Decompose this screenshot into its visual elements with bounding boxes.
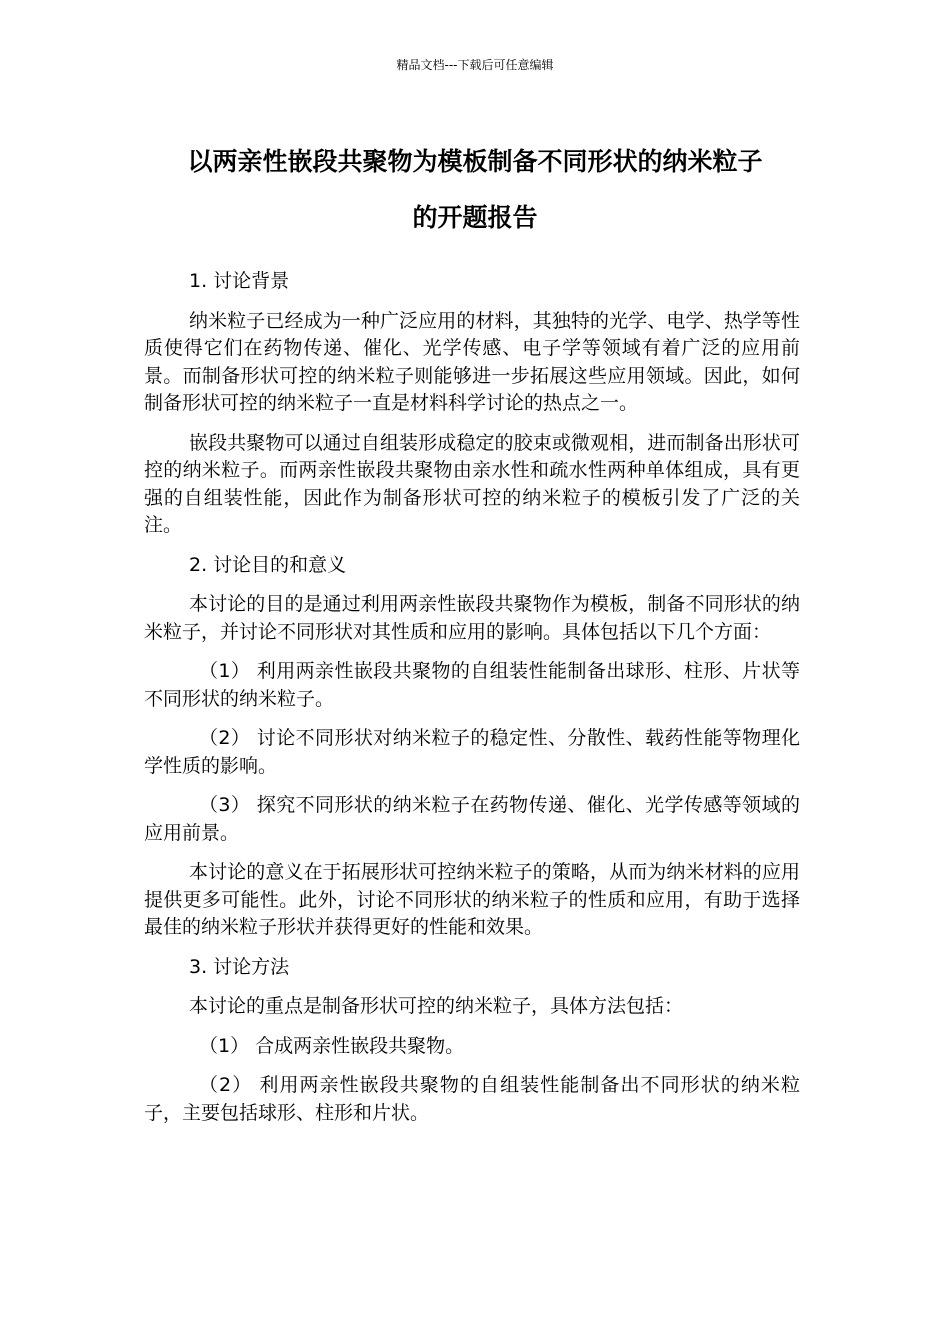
section-heading-background: 1. 讨论背景	[189, 270, 290, 292]
paragraph: 嵌段共聚物可以通过自组装形成稳定的胶束或微观相，进而制备出形状可控的纳米粒子。而两亲性嵌段共聚物由亲水性和疏水性两种单体组成，具有更强的自组装性能，因此作为制备形状可控的纳米粒子的模板引发了广泛的关注。	[144, 431, 800, 536]
document-title	[100, 134, 850, 246]
section-heading-purpose: 2. 讨论目的和意义	[189, 553, 347, 576]
title-line-2: 的开题报告	[412, 203, 538, 232]
title-line-1: 以两亲性嵌段共聚物为模板制备不同形状的纳米粒子	[187, 147, 763, 176]
list-item: （3） 探究不同形状的纳米粒子在药物传递、催化、光学传感等领域的应用前景。	[144, 794, 800, 844]
list-item: （2） 讨论不同形状对纳米粒子的稳定性、分散性、载药性能等物理化学性质的影响。	[144, 727, 800, 777]
page-header: 精品文档---下载后可任意编辑	[396, 58, 554, 72]
list-item: （1） 利用两亲性嵌段共聚物的自组装性能制备出球形、柱形、片状等不同形状的纳米粒子。	[144, 660, 800, 710]
paragraph: 本讨论的意义在于拓展形状可控纳米粒子的策略，从而为纳米材料的应用提供更多可能性。此外，讨论不同形状的纳米粒子的性质和应用，有助于选择最佳的纳米粒子形状并获得更好的性能和效果。	[144, 861, 800, 938]
list-item: （1） 合成两亲性嵌段共聚物。	[199, 1034, 465, 1057]
section-heading-method: 3. 讨论方法	[189, 955, 290, 978]
document-body	[144, 268, 800, 1139]
list-item: （2） 利用两亲性嵌段共聚物的自组装性能制备出不同形状的纳米粒子，主要包括球形、柱形和片状。	[144, 1074, 800, 1124]
paragraph: 纳米粒子已经成为一种广泛应用的材料，其独特的光学、电学、热学等性质使得它们在药物传递、催化、光学传感、电子学等领域有着广泛的应用前景。而制备形状可控的纳米粒子则能够进一步拓展这些应用领域。因此，如何制备形状可控的纳米粒子一直是材料科学讨论的热点之一。	[144, 309, 800, 414]
paragraph: 本讨论的目的是通过利用两亲性嵌段共聚物作为模板，制备不同形状的纳米粒子，并讨论不同形状对其性质和应用的影响。具体包括以下几个方面：	[144, 593, 800, 643]
paragraph: 本讨论的重点是制备形状可控的纳米粒子，具体方法包括：	[189, 995, 684, 1017]
